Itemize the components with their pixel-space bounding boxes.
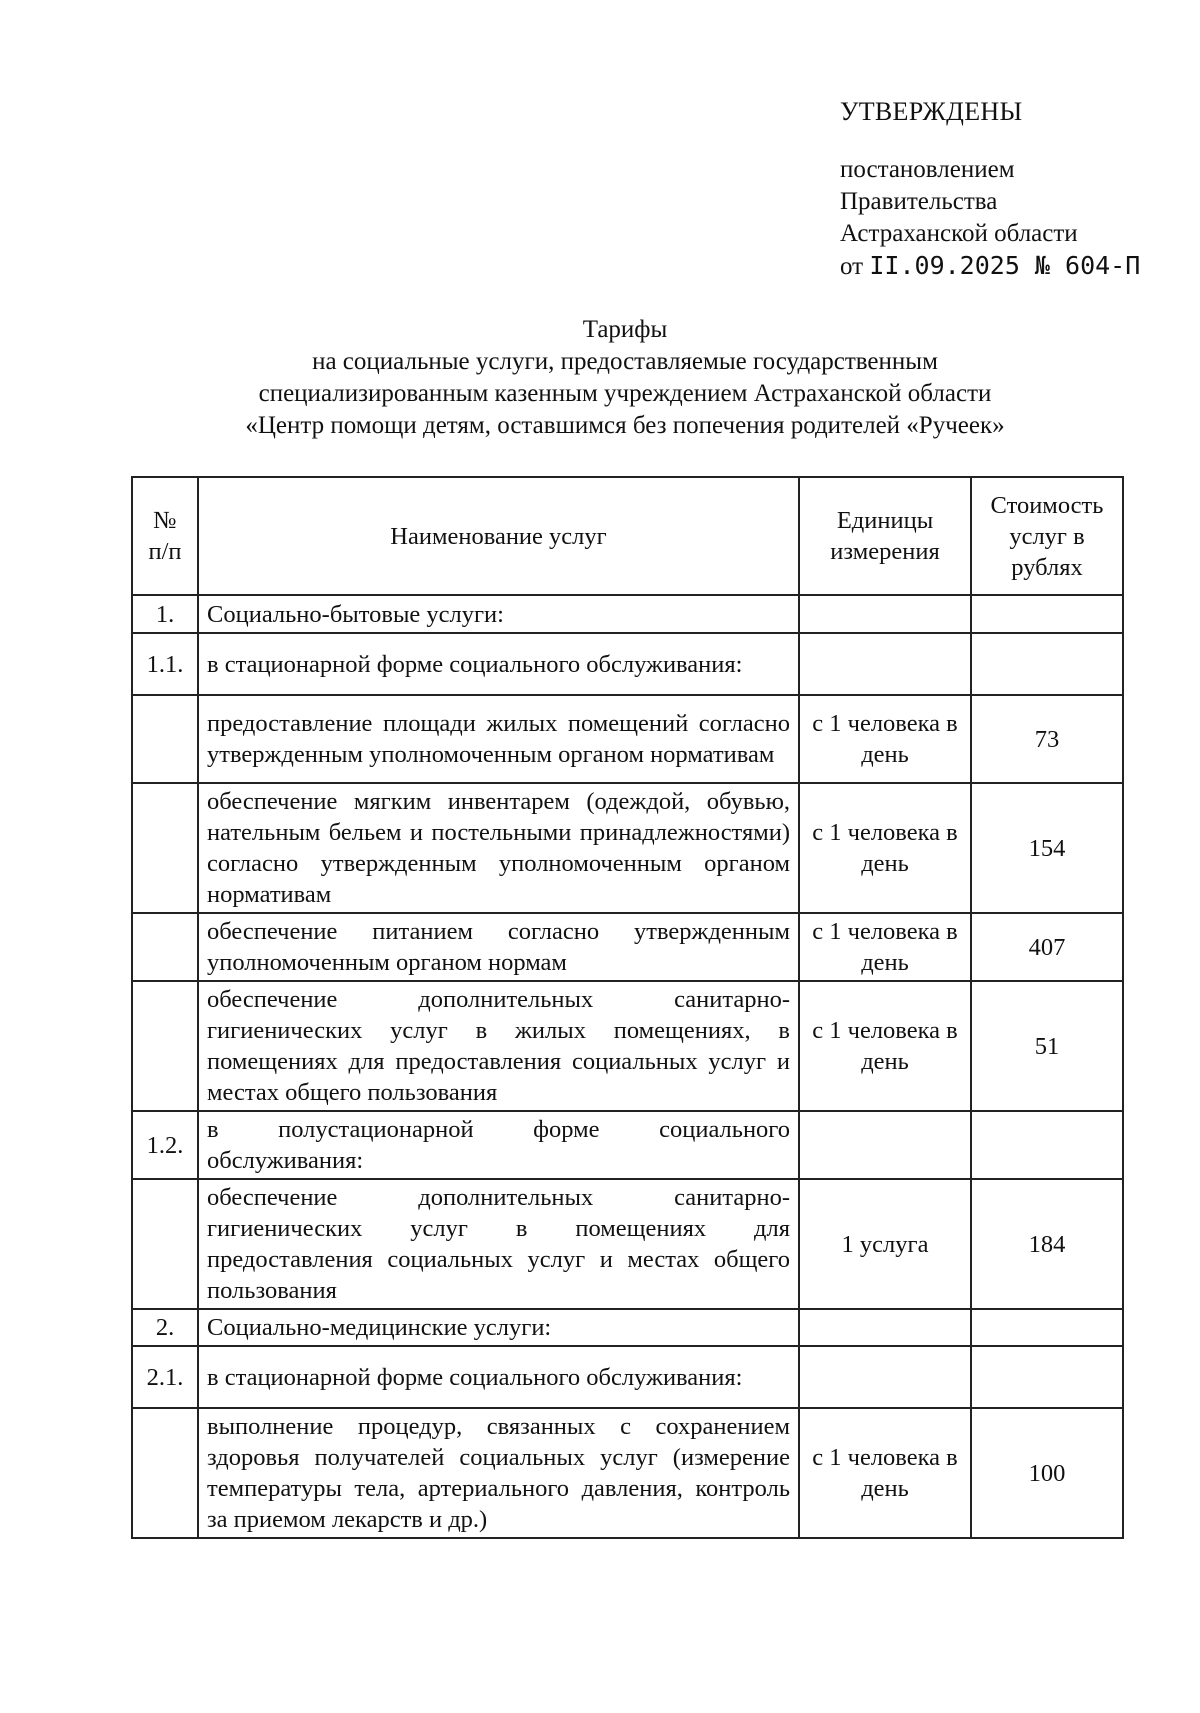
row-unit-cell (799, 1309, 971, 1346)
row-num-cell (132, 1179, 198, 1309)
header-unit: Единицы измерения (799, 477, 971, 595)
row-unit-cell: с 1 человека в день (799, 1408, 971, 1538)
row-name-cell: обеспечение питанием согласно утвержденным уполномоченным органом нормам (198, 913, 799, 981)
row-cost-cell: 51 (971, 981, 1123, 1111)
row-name-cell: выполнение процедур, связанных с сохранением здоровья получателей социальных услуг (измерение температуры тела, артериального давления, контроль за приемом лекарств и др.) (198, 1408, 799, 1538)
row-unit-cell (799, 633, 971, 695)
row-name-cell: обеспечение мягким инвентарем (одеждой, обувью, нательным бельем и постельными принадлежностями) согласно утвержденным уполномоченным органом нормативам (198, 783, 799, 913)
row-cost-cell (971, 1346, 1123, 1408)
row-num-cell (132, 695, 198, 783)
row-unit-cell (799, 1346, 971, 1408)
row-unit-cell: с 1 человека в день (799, 695, 971, 783)
tariffs-table (131, 476, 1124, 1539)
row-cost-cell: 184 (971, 1179, 1123, 1309)
row-num-cell: 1.1. (132, 633, 198, 695)
row-name-cell: обеспечение дополнительных санитарно-гигиенических услуг в помещениях для предоставления социальных услуг и местах общего пользования (198, 1179, 799, 1309)
table-row (132, 633, 1123, 695)
row-unit-cell: с 1 человека в день (799, 913, 971, 981)
table-row (132, 1408, 1123, 1538)
approval-block (840, 96, 1180, 283)
row-num-cell (132, 981, 198, 1111)
table-header-row (132, 477, 1123, 595)
row-unit-cell (799, 595, 971, 633)
table-row (132, 695, 1123, 783)
header-cost: Стоимость услуг в рублях (971, 477, 1123, 595)
row-num-cell: 1.2. (132, 1111, 198, 1179)
title-line-2: на социальные услуги, предоставляемые государственным (312, 348, 938, 375)
table-row (132, 1309, 1123, 1346)
row-name-cell: Социально-медицинские услуги: (198, 1309, 799, 1346)
row-cost-cell (971, 595, 1123, 633)
row-cost-cell (971, 1309, 1123, 1346)
approval-line-3: Астраханской области (840, 220, 1078, 247)
row-name-cell: обеспечение дополнительных санитарно-гигиенических услуг в жилых помещениях, в помещениях для предоставления социальных услуг и местах общего пользования (198, 981, 799, 1111)
approval-line-1: постановлением (840, 156, 1015, 183)
document-title (120, 314, 1130, 442)
row-cost-cell (971, 1111, 1123, 1179)
row-cost-cell: 407 (971, 913, 1123, 981)
approval-heading: УТВЕРЖДЕНЫ (840, 97, 1023, 126)
row-num-cell: 2. (132, 1309, 198, 1346)
header-num: № п/п (132, 477, 198, 595)
row-num-cell (132, 783, 198, 913)
row-cost-cell: 100 (971, 1408, 1123, 1538)
approval-date-prefix: от (840, 253, 864, 280)
header-name: Наименование услуг (198, 477, 799, 595)
title-line-1: Тарифы (582, 316, 668, 343)
table-row (132, 981, 1123, 1111)
table-row (132, 1346, 1123, 1408)
row-cost-cell: 73 (971, 695, 1123, 783)
table-row (132, 1179, 1123, 1309)
row-unit-cell: с 1 человека в день (799, 981, 971, 1111)
row-name-cell: Социально-бытовые услуги: (198, 595, 799, 633)
table-row (132, 913, 1123, 981)
row-cost-cell: 154 (971, 783, 1123, 913)
row-unit-cell (799, 1111, 971, 1179)
approval-date (840, 250, 1180, 283)
row-name-cell: предоставление площади жилых помещений согласно утвержденным уполномоченным органом нормативам (198, 695, 799, 783)
row-num-cell (132, 913, 198, 981)
row-num-cell (132, 1408, 198, 1538)
title-line-3: специализированным казенным учреждением Астраханской области (258, 380, 992, 407)
row-name-cell: в стационарной форме социального обслуживания: (198, 1346, 799, 1408)
row-unit-cell: с 1 человека в день (799, 783, 971, 913)
row-unit-cell: 1 услуга (799, 1179, 971, 1309)
table-row (132, 595, 1123, 633)
title-line-4: «Центр помощи детям, оставшимся без попечения родителей «Ручеек» (245, 412, 1005, 439)
row-num-cell: 2.1. (132, 1346, 198, 1408)
row-name-cell: в полустационарной форме социального обслуживания: (198, 1111, 799, 1179)
table-row (132, 1111, 1123, 1179)
approval-line-2: Правительства (840, 188, 998, 215)
table-row (132, 783, 1123, 913)
row-num-cell: 1. (132, 595, 198, 633)
row-name-cell: в стационарной форме социального обслуживания: (198, 633, 799, 695)
approval-date-number: II.09.2025 № 604-П (869, 251, 1141, 280)
row-cost-cell (971, 633, 1123, 695)
